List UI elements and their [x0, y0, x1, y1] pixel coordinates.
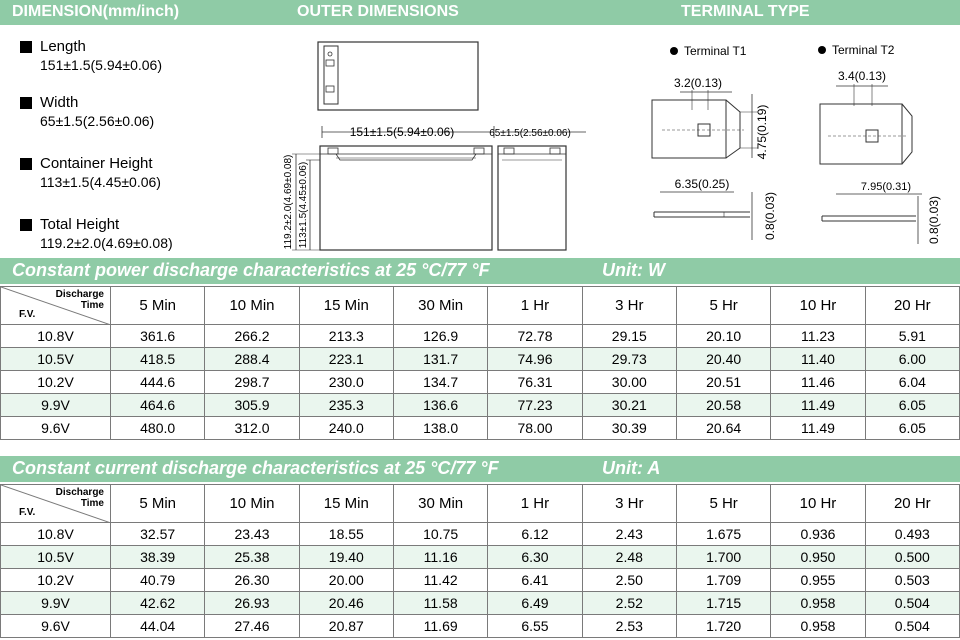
value-cell: 444.6 — [111, 371, 205, 394]
final-voltage-cell: 9.9V — [1, 592, 111, 615]
corner-cell — [1, 287, 111, 325]
value-cell: 361.6 — [111, 325, 205, 348]
value-cell: 1.675 — [676, 523, 770, 546]
value-cell: 5.91 — [865, 325, 959, 348]
value-cell: 480.0 — [111, 417, 205, 440]
value-cell: 40.79 — [111, 569, 205, 592]
value-cell: 230.0 — [299, 371, 393, 394]
t1-thickness-dim: 0.8(0.03) — [763, 191, 777, 241]
column-header: 3 Hr — [582, 287, 676, 325]
outer-total-height-label: 119.2±2.0(4.69±0.08) — [283, 154, 294, 250]
dimension-value: 119.2±2.0(4.69±0.08) — [40, 235, 173, 251]
value-cell: 29.15 — [582, 325, 676, 348]
corner-top-label: Discharge Time — [55, 487, 104, 509]
corner-bottom-label: F.V. — [19, 309, 36, 320]
column-header: 5 Hr — [676, 485, 770, 523]
value-cell: 131.7 — [393, 348, 487, 371]
dimension-label: Length — [40, 38, 86, 55]
dimension-length — [20, 38, 162, 73]
battery-front-view — [320, 146, 492, 250]
dimension-total-height — [20, 216, 173, 251]
final-voltage-cell: 10.5V — [1, 546, 111, 569]
value-cell: 11.58 — [393, 592, 487, 615]
t1-height-dim: 4.75(0.19) — [755, 104, 769, 160]
value-cell: 0.504 — [865, 592, 959, 615]
battery-top-view — [318, 42, 478, 110]
value-cell: 72.78 — [488, 325, 582, 348]
column-header: 5 Min — [111, 485, 205, 523]
dimension-container-height — [20, 155, 161, 190]
table-row — [1, 546, 960, 569]
column-header: 1 Hr — [488, 287, 582, 325]
terminal-t1-title — [670, 44, 746, 58]
outer-dimensions-title: OUTER DIMENSIONS — [297, 3, 459, 20]
t2-length-dim: 7.95(0.31) — [860, 181, 912, 193]
value-cell: 29.73 — [582, 348, 676, 371]
final-voltage-cell: 10.5V — [1, 348, 111, 371]
final-voltage-cell: 9.6V — [1, 615, 111, 638]
corner-top-label: Discharge Time — [55, 289, 104, 311]
value-cell: 38.39 — [111, 546, 205, 569]
column-header: 30 Min — [393, 485, 487, 523]
table-header-row — [1, 287, 960, 325]
outer-container-height-label: 113±1.5(4.45±0.06) — [298, 161, 309, 249]
value-cell: 464.6 — [111, 394, 205, 417]
value-cell: 74.96 — [488, 348, 582, 371]
value-cell: 20.64 — [676, 417, 770, 440]
value-cell: 312.0 — [205, 417, 299, 440]
dimension-value: 65±1.5(2.56±0.06) — [40, 113, 155, 129]
value-cell: 20.87 — [299, 615, 393, 638]
value-cell: 26.93 — [205, 592, 299, 615]
value-cell: 0.503 — [865, 569, 959, 592]
final-voltage-cell: 10.8V — [1, 523, 111, 546]
value-cell: 20.10 — [676, 325, 770, 348]
value-cell: 2.52 — [582, 592, 676, 615]
value-cell: 11.16 — [393, 546, 487, 569]
dimension-value: 151±1.5(5.94±0.06) — [40, 57, 163, 73]
column-header: 10 Hr — [771, 485, 865, 523]
value-cell: 1.720 — [676, 615, 770, 638]
value-cell: 0.500 — [865, 546, 959, 569]
value-cell: 2.48 — [582, 546, 676, 569]
terminal-t2-name: Terminal T2 — [832, 43, 895, 57]
value-cell: 0.504 — [865, 615, 959, 638]
current-section-band — [0, 456, 960, 482]
header-band — [0, 0, 960, 25]
table-row — [1, 523, 960, 546]
value-cell: 6.04 — [865, 371, 959, 394]
value-cell: 6.49 — [488, 592, 582, 615]
value-cell: 6.41 — [488, 569, 582, 592]
terminal-t1-drawing — [652, 76, 777, 240]
value-cell: 27.46 — [205, 615, 299, 638]
value-cell: 11.23 — [771, 325, 865, 348]
value-cell: 298.7 — [205, 371, 299, 394]
dimension-label: Total Height — [40, 216, 120, 233]
value-cell: 11.69 — [393, 615, 487, 638]
table-row — [1, 348, 960, 371]
column-header: 20 Hr — [865, 485, 959, 523]
power-table-title: Constant power discharge characteristics at 25 °C/77 °F — [12, 260, 490, 280]
table-row — [1, 325, 960, 348]
terminal-t2-drawing — [820, 69, 941, 244]
bullet-square-icon — [20, 219, 32, 231]
column-header: 1 Hr — [488, 485, 582, 523]
value-cell: 23.43 — [205, 523, 299, 546]
value-cell: 1.709 — [676, 569, 770, 592]
column-header: 3 Hr — [582, 485, 676, 523]
value-cell: 30.39 — [582, 417, 676, 440]
dimension-width — [20, 94, 154, 129]
value-cell: 30.21 — [582, 394, 676, 417]
value-cell: 418.5 — [111, 348, 205, 371]
final-voltage-cell: 9.6V — [1, 417, 111, 440]
column-header: 10 Min — [205, 485, 299, 523]
corner-bottom-label: F.V. — [19, 507, 36, 518]
column-header: 10 Hr — [771, 287, 865, 325]
corner-cell — [1, 485, 111, 523]
value-cell: 26.30 — [205, 569, 299, 592]
outer-dimensions-drawing — [270, 28, 610, 256]
table-row — [1, 417, 960, 440]
outer-length-label: 151±1.5(5.94±0.06) — [349, 125, 455, 139]
final-voltage-cell: 10.8V — [1, 325, 111, 348]
value-cell: 6.30 — [488, 546, 582, 569]
value-cell: 11.46 — [771, 371, 865, 394]
value-cell: 32.57 — [111, 523, 205, 546]
bullet-square-icon — [20, 158, 32, 170]
table-header-row — [1, 485, 960, 523]
dimension-label: Width — [40, 94, 79, 111]
value-cell: 213.3 — [299, 325, 393, 348]
final-voltage-cell: 10.2V — [1, 569, 111, 592]
value-cell: 78.00 — [488, 417, 582, 440]
value-cell: 6.05 — [865, 417, 959, 440]
current-discharge-table — [0, 484, 960, 638]
value-cell: 0.958 — [771, 592, 865, 615]
value-cell: 44.04 — [111, 615, 205, 638]
value-cell: 18.55 — [299, 523, 393, 546]
current-table-title: Constant current discharge characteristics at 25 °C/77 °F — [12, 458, 499, 478]
dimension-label: Container Height — [40, 155, 153, 172]
t2-width-dim: 3.4(0.13) — [837, 69, 887, 83]
dimension-value: 113±1.5(4.45±0.06) — [40, 174, 161, 190]
value-cell: 288.4 — [205, 348, 299, 371]
terminal-t1-name: Terminal T1 — [684, 44, 747, 58]
value-cell: 11.49 — [771, 417, 865, 440]
table-row — [1, 592, 960, 615]
terminal-drawings — [640, 60, 960, 250]
value-cell: 6.12 — [488, 523, 582, 546]
value-cell: 136.6 — [393, 394, 487, 417]
table-row — [1, 615, 960, 638]
power-section-band — [0, 258, 960, 284]
value-cell: 11.42 — [393, 569, 487, 592]
dimension-title: DIMENSION(mm/inch) — [12, 3, 180, 20]
column-header: 20 Hr — [865, 287, 959, 325]
table-row — [1, 569, 960, 592]
value-cell: 138.0 — [393, 417, 487, 440]
value-cell: 10.75 — [393, 523, 487, 546]
value-cell: 266.2 — [205, 325, 299, 348]
table-row — [1, 394, 960, 417]
t1-length-dim: 6.35(0.25) — [674, 177, 730, 191]
column-header: 15 Min — [299, 287, 393, 325]
terminal-type-title: TERMINAL TYPE — [681, 3, 810, 20]
value-cell: 2.50 — [582, 569, 676, 592]
value-cell: 20.51 — [676, 371, 770, 394]
value-cell: 20.40 — [676, 348, 770, 371]
value-cell: 6.00 — [865, 348, 959, 371]
value-cell: 25.38 — [205, 546, 299, 569]
value-cell: 1.715 — [676, 592, 770, 615]
table-row — [1, 371, 960, 394]
value-cell: 19.40 — [299, 546, 393, 569]
column-header: 30 Min — [393, 287, 487, 325]
value-cell: 0.936 — [771, 523, 865, 546]
value-cell: 0.950 — [771, 546, 865, 569]
value-cell: 76.31 — [488, 371, 582, 394]
value-cell: 20.58 — [676, 394, 770, 417]
value-cell: 1.700 — [676, 546, 770, 569]
value-cell: 240.0 — [299, 417, 393, 440]
value-cell: 0.955 — [771, 569, 865, 592]
bullet-square-icon — [20, 97, 32, 109]
bullet-dot-icon — [818, 46, 826, 54]
current-table-unit: Unit: A — [602, 458, 661, 478]
value-cell: 0.958 — [771, 615, 865, 638]
column-header: 5 Min — [111, 287, 205, 325]
column-header: 5 Hr — [676, 287, 770, 325]
value-cell: 134.7 — [393, 371, 487, 394]
bullet-dot-icon — [670, 47, 678, 55]
column-header: 10 Min — [205, 287, 299, 325]
value-cell: 2.53 — [582, 615, 676, 638]
final-voltage-cell: 10.2V — [1, 371, 111, 394]
power-table-unit: Unit: W — [602, 260, 665, 280]
value-cell: 126.9 — [393, 325, 487, 348]
value-cell: 20.00 — [299, 569, 393, 592]
value-cell: 0.493 — [865, 523, 959, 546]
value-cell: 77.23 — [488, 394, 582, 417]
final-voltage-cell: 9.9V — [1, 394, 111, 417]
value-cell: 6.05 — [865, 394, 959, 417]
t2-thickness-dim: 0.8(0.03) — [927, 195, 941, 245]
value-cell: 20.46 — [299, 592, 393, 615]
column-header: 15 Min — [299, 485, 393, 523]
t1-width-dim: 3.2(0.13) — [673, 76, 723, 90]
value-cell: 30.00 — [582, 371, 676, 394]
bullet-square-icon — [20, 41, 32, 53]
value-cell: 223.1 — [299, 348, 393, 371]
power-discharge-table — [0, 286, 960, 440]
outer-width-label: 65±1.5(2.56±0.06) — [489, 128, 571, 139]
value-cell: 305.9 — [205, 394, 299, 417]
value-cell: 6.55 — [488, 615, 582, 638]
value-cell: 2.43 — [582, 523, 676, 546]
value-cell: 235.3 — [299, 394, 393, 417]
value-cell: 42.62 — [111, 592, 205, 615]
value-cell: 11.40 — [771, 348, 865, 371]
terminal-t2-title — [818, 43, 894, 57]
battery-side-view — [498, 146, 566, 250]
value-cell: 11.49 — [771, 394, 865, 417]
